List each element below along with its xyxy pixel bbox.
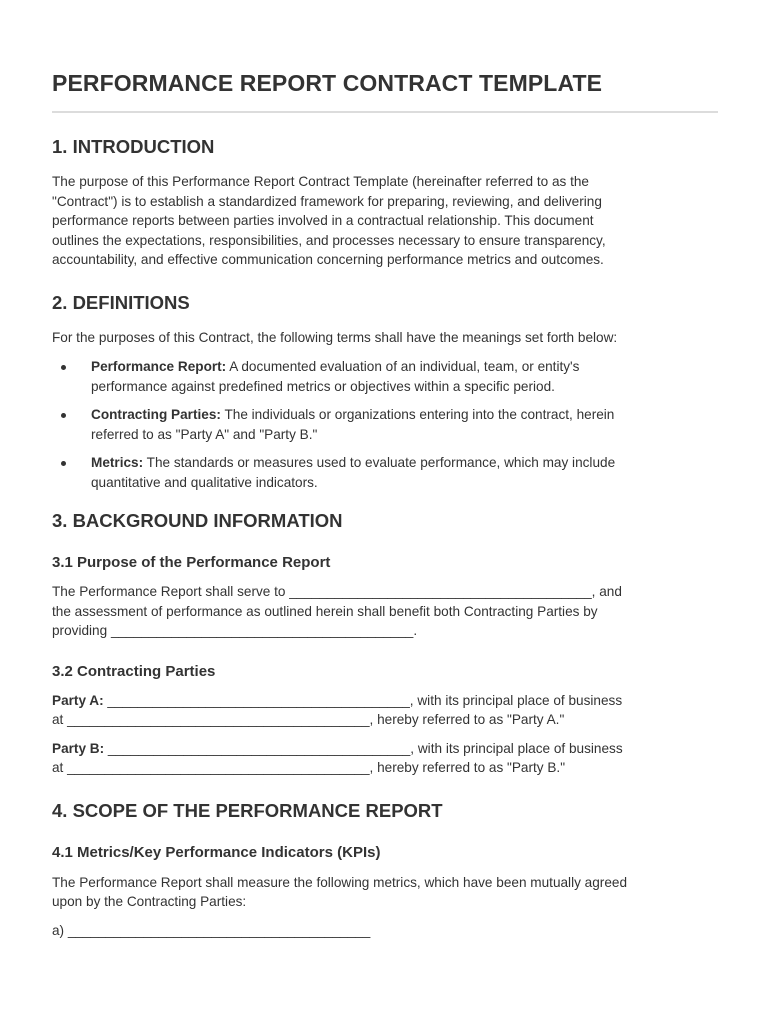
contracting-parties-subheading: 3.2 Contracting Parties [52, 662, 216, 680]
party-a-label: Party A: [52, 692, 104, 708]
party-b-paragraph [52, 739, 718, 778]
party-b-label: Party B: [52, 740, 105, 756]
list-item [52, 405, 718, 444]
document-body [52, 134, 718, 940]
bullet-icon [61, 413, 66, 418]
purpose-line: The Performance Report shall serve to ________________________________________, and [52, 584, 622, 599]
background-heading: 3. BACKGROUND INFORMATION [52, 510, 343, 531]
definition-line [91, 357, 718, 377]
purpose-line: the assessment of performance as outlined herein shall benefit both Contracting Parties by [52, 603, 598, 619]
title-divider [52, 111, 718, 113]
introduction-line: The purpose of this Performance Report Contract Template (hereinafter referred to as the [52, 174, 589, 189]
introduction-paragraph [52, 172, 718, 270]
definition-line [91, 405, 718, 425]
definition-line: quantitative and qualitative indicators. [91, 474, 318, 490]
definition-desc: A documented evaluation of an individual, team, or entity's [226, 359, 580, 374]
definition-text [91, 405, 718, 444]
list-item [52, 357, 718, 396]
party-b-text: ________________________________________, with its principal place of business [104, 740, 623, 756]
introduction-line: accountability, and effective communication concerning performance metrics and outcomes. [52, 252, 604, 267]
party-b-line [52, 739, 718, 759]
definition-term: Metrics: [91, 455, 144, 470]
bullet-icon [61, 365, 66, 370]
purpose-subheading: 3.1 Purpose of the Performance Report [52, 554, 331, 571]
definition-text [91, 357, 718, 396]
definition-term: Contracting Parties: [91, 407, 221, 422]
definition-line: performance against predefined metrics or objectives within a specific period. [91, 378, 555, 394]
definition-desc: The individuals or organizations entering into the contract, herein [220, 407, 615, 422]
definition-text [91, 453, 718, 492]
introduction-line: outlines the expectations, responsibilities, and processes necessary to ensure transparency, [52, 232, 606, 248]
metrics-paragraph [52, 873, 718, 912]
scope-heading: 4. SCOPE OF THE PERFORMANCE REPORT [52, 799, 443, 821]
list-item [52, 453, 718, 492]
definition-line: referred to as "Party A" and "Party B." [91, 426, 318, 442]
definition-desc: The standards or measures used to evaluate performance, which may include [143, 455, 616, 470]
metric-item-a-text: a) ________________________________________ [52, 922, 371, 938]
introduction-line: "Contract") is to establish a standardized framework for preparing, reviewing, and delivering [52, 193, 602, 209]
introduction-line: performance reports between parties involved in a contractual relationship. This document [52, 213, 594, 228]
metric-item-a [52, 921, 718, 941]
party-b-line: at ________________________________________, hereby referred to as "Party B." [52, 760, 566, 775]
purpose-paragraph [52, 582, 718, 641]
metrics-line: upon by the Contracting Parties: [52, 894, 247, 909]
party-a-line [52, 691, 718, 711]
metrics-line: The Performance Report shall measure the following metrics, which have been mutually agreed [52, 874, 627, 890]
bullet-icon [61, 461, 66, 466]
party-a-paragraph [52, 691, 718, 730]
party-a-text: ________________________________________, with its principal place of business [103, 692, 623, 708]
document-title: PERFORMANCE REPORT CONTRACT TEMPLATE [52, 70, 603, 96]
definition-term: Performance Report: [91, 359, 227, 374]
definitions-list [52, 357, 718, 492]
metrics-subheading: 4.1 Metrics/Key Performance Indicators (KPIs) [52, 843, 381, 861]
definitions-heading: 2. DEFINITIONS [52, 291, 190, 313]
party-a-line: at ________________________________________, hereby referred to as "Party A." [52, 712, 565, 727]
introduction-heading: 1. INTRODUCTION [52, 136, 215, 157]
definitions-lead-text: For the purposes of this Contract, the following terms shall have the meanings set forth below: [52, 329, 618, 345]
definitions-lead [52, 328, 718, 348]
purpose-line: providing ________________________________________. [52, 623, 418, 638]
definition-line [91, 453, 718, 473]
